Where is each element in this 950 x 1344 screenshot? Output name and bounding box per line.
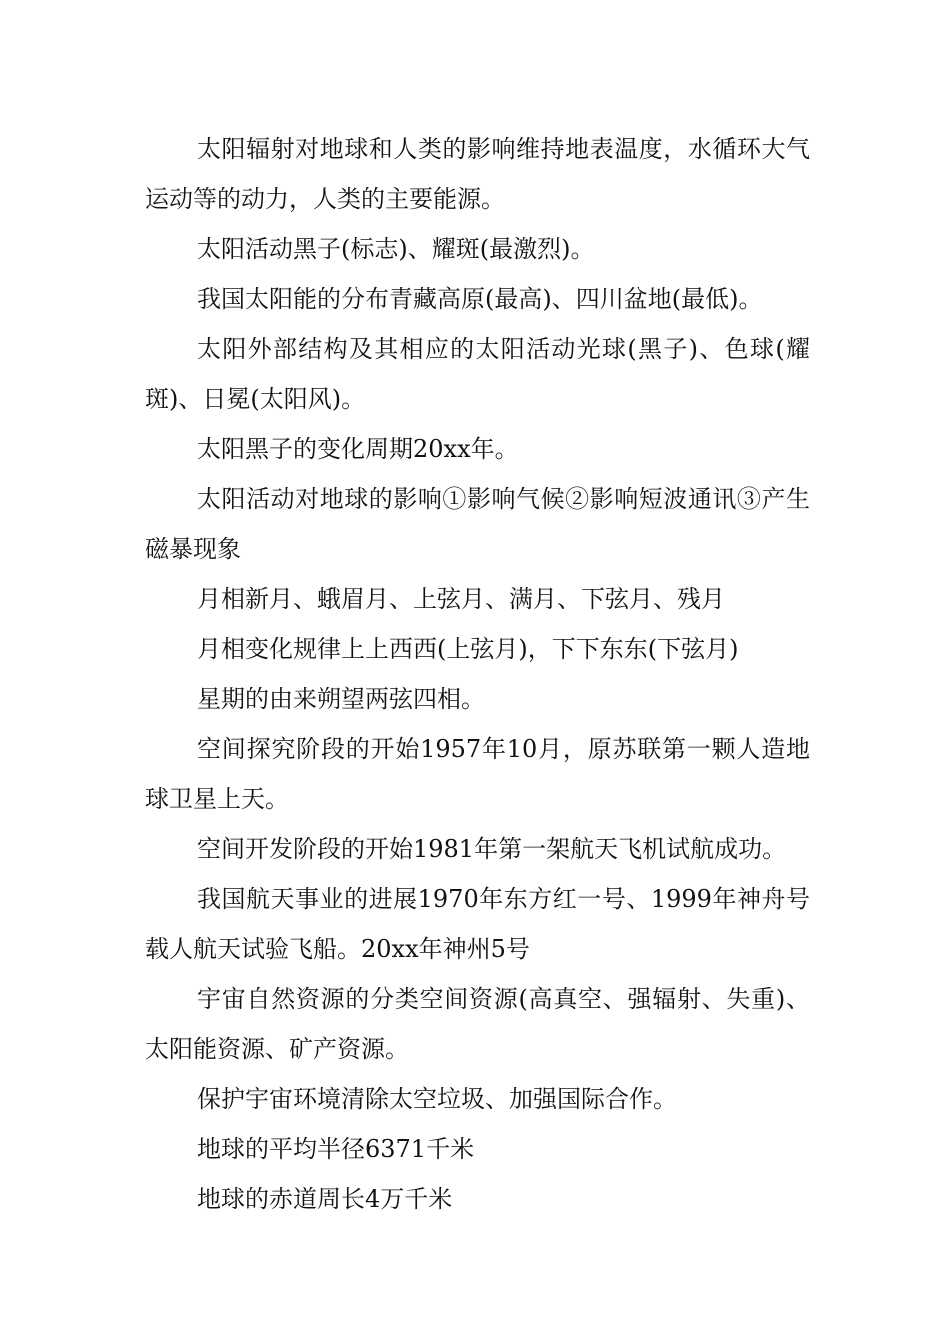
document-body bbox=[145, 124, 810, 1224]
paragraph: 太阳黑子的变化周期20xx年。 bbox=[197, 435, 519, 463]
paragraph: 太阳活动对地球的影响①影响气候②影响短波通讯③产生磁暴现象 bbox=[145, 485, 810, 563]
paragraph: 太阳辐射对地球和人类的影响维持地表温度，水循环大气运动等的动力，人类的主要能源。 bbox=[145, 135, 810, 213]
paragraph: 星期的由来朔望两弦四相。 bbox=[197, 685, 485, 713]
paragraph: 月相变化规律上上西西(上弦月)，下下东东(下弦月) bbox=[197, 635, 739, 663]
paragraph: 地球的赤道周长4万千米 bbox=[197, 1185, 453, 1213]
paragraph: 保护宇宙环境清除太空垃圾、加强国际合作。 bbox=[197, 1085, 677, 1113]
paragraph: 月相新月、蛾眉月、上弦月、满月、下弦月、残月 bbox=[197, 585, 725, 613]
paragraph: 宇宙自然资源的分类空间资源(高真空、强辐射、失重)、太阳能资源、矿产资源。 bbox=[145, 985, 810, 1063]
paragraph: 空间开发阶段的开始1981年第一架航天飞机试航成功。 bbox=[197, 835, 787, 863]
paragraph: 我国太阳能的分布青藏高原(最高)、四川盆地(最低)。 bbox=[197, 285, 763, 313]
paragraph: 太阳活动黑子(标志)、耀斑(最激烈)。 bbox=[197, 235, 595, 263]
paragraph: 空间探究阶段的开始1957年10月，原苏联第一颗人造地球卫星上天。 bbox=[145, 735, 810, 813]
paragraph: 我国航天事业的进展1970年东方红一号、1999年神舟号载人航天试验飞船。20xx年神州5号 bbox=[145, 885, 810, 963]
paragraph: 地球的平均半径6371千米 bbox=[197, 1135, 475, 1163]
paragraph: 太阳外部结构及其相应的太阳活动光球(黑子)、色球(耀斑)、日冕(太阳风)。 bbox=[145, 335, 810, 413]
